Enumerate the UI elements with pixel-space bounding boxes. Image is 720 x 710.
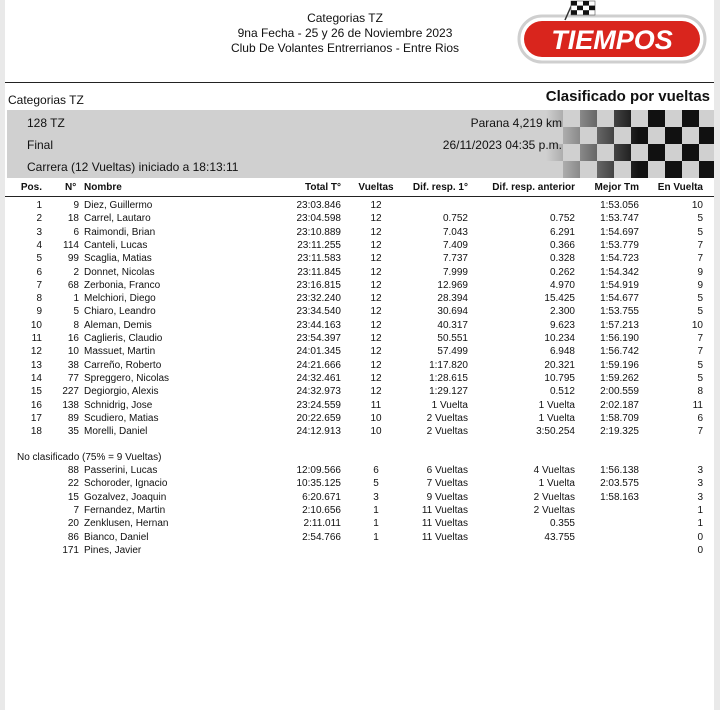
cell-gap-first: 7.409 [442, 239, 468, 251]
cell-name: Pines, Javier [84, 544, 142, 556]
cell-pos: 18 [30, 426, 42, 438]
cell-laps: 12 [370, 333, 382, 344]
cell-total: 23:10.889 [296, 226, 341, 238]
cell-laps: 12 [370, 386, 382, 398]
cell-best: 1:58.709 [600, 412, 639, 424]
cell-best: 1:56.742 [600, 346, 639, 358]
cell-best: 1:53.755 [600, 306, 639, 318]
cell-total: 23:11.583 [297, 253, 341, 265]
table-row [5, 425, 714, 438]
cell-best: 1:53.779 [600, 239, 639, 251]
cell-best-lap: 7 [697, 333, 703, 344]
col-header-gap-prev: Dif. resp. anterior [492, 182, 575, 193]
cell-laps: 12 [370, 346, 382, 358]
cell-num: 35 [67, 426, 79, 438]
cell-laps: 12 [370, 372, 382, 384]
cell-gap-first: 0.752 [442, 213, 468, 225]
cell-gap-prev: 4 Vueltas [533, 465, 575, 476]
cell-name: Schoroder, Ignacio [84, 478, 168, 490]
cell-num: 9 [73, 200, 79, 211]
cell-name: Canteli, Lucas [84, 239, 148, 251]
cell-best: 1:54.342 [600, 266, 639, 278]
col-header-num: N° [65, 182, 77, 193]
cell-best-lap: 8 [697, 386, 703, 398]
event-header [185, 11, 505, 56]
cell-gap-first: 40.317 [437, 319, 468, 331]
cell-pos: 4 [36, 239, 42, 251]
cell-num: 138 [62, 399, 79, 411]
session-stage: Final [27, 138, 54, 152]
table-row [5, 491, 714, 504]
cell-best-lap: 6 [697, 412, 703, 424]
session-box [7, 110, 714, 178]
col-header-best: Mejor Tm [594, 182, 639, 193]
event-category: Categorias TZ [307, 11, 383, 25]
cell-total: 24:01.345 [296, 346, 341, 358]
cell-gap-first: 50.551 [437, 333, 468, 344]
cell-name: Carreño, Roberto [84, 359, 162, 371]
cell-gap-prev: 10.234 [544, 333, 575, 344]
cell-total: 23:54.397 [296, 333, 341, 344]
cell-best-lap: 7 [697, 346, 703, 358]
cell-name: Fernandez, Martin [84, 504, 166, 516]
table-row [5, 279, 714, 292]
cell-laps: 12 [370, 253, 382, 265]
checkered-flag-icon [546, 110, 714, 178]
table-row [5, 477, 714, 490]
cell-gap-prev: 3:50.254 [536, 426, 575, 438]
table-row [5, 517, 714, 530]
cell-best-lap: 0 [697, 544, 703, 556]
event-date: 9na Fecha - 25 y 26 de Noviembre 2023 [237, 26, 453, 40]
cell-best: 1:54.723 [600, 253, 639, 265]
cell-best-lap: 3 [697, 491, 703, 503]
cell-pos: 12 [30, 346, 42, 358]
cell-pos: 1 [36, 200, 42, 211]
cell-name: Chiaro, Leandro [84, 306, 156, 318]
cell-best: 1:54.919 [600, 279, 639, 291]
cell-name: Zenklusen, Hernan [84, 518, 169, 530]
cell-gap-prev: 0.355 [549, 518, 575, 530]
table-header-divider [5, 196, 714, 197]
cell-name: Degiorgio, Alexis [84, 386, 159, 398]
cell-gap-first: 7.737 [442, 253, 468, 265]
cell-pos: 8 [36, 293, 42, 305]
cell-gap-prev: 2.300 [549, 306, 575, 318]
cell-total: 24:32.973 [296, 386, 341, 398]
cell-gap-first: 7.043 [442, 226, 468, 238]
cell-gap-first: 2 Vueltas [426, 412, 468, 424]
cell-best: 1:59.262 [600, 372, 639, 384]
session-race-info: Carrera (12 Vueltas) iniciado a 18:13:11 [27, 160, 239, 174]
cell-num: 10 [67, 346, 79, 358]
cell-gap-first: 6 Vueltas [426, 465, 468, 476]
category-label: Categorias TZ [8, 93, 84, 107]
col-header-gap-first: Dif. resp. 1° [412, 182, 468, 193]
table-row [5, 252, 714, 265]
table-row [5, 239, 714, 252]
cell-total: 6:20.671 [302, 491, 341, 503]
cell-gap-prev: 6.291 [549, 226, 575, 238]
cell-laps: 12 [370, 266, 382, 278]
cell-name: Scudiero, Matias [84, 412, 159, 424]
cell-gap-first: 1:29.127 [429, 386, 468, 398]
cell-total: 23:16.815 [296, 279, 341, 291]
cell-num: 88 [67, 465, 79, 476]
cell-num: 77 [67, 372, 79, 384]
cell-best-lap: 11 [692, 399, 703, 411]
cell-best: 1:54.697 [600, 226, 639, 238]
cell-gap-first: 1:17.820 [429, 359, 468, 371]
cell-name: Gozalvez, Joaquin [84, 491, 167, 503]
cell-best-lap: 5 [697, 226, 703, 238]
table-row [5, 226, 714, 239]
cell-gap-prev: 15.425 [544, 293, 575, 305]
cell-pos: 17 [30, 412, 42, 424]
table-row [5, 385, 714, 398]
cell-total: 23:03.846 [296, 200, 341, 211]
cell-total: 24:21.666 [296, 359, 341, 371]
cell-gap-first: 1 Vuelta [431, 399, 468, 411]
cell-gap-prev: 9.623 [549, 319, 575, 331]
cell-num: 22 [67, 478, 79, 490]
cell-total: 23:11.845 [297, 266, 341, 278]
cell-num: 38 [67, 359, 79, 371]
cell-gap-first: 2 Vueltas [426, 426, 468, 438]
cell-laps: 1 [373, 531, 379, 543]
cell-num: 15 [67, 491, 79, 503]
cell-laps: 6 [373, 465, 379, 476]
cell-best-lap: 0 [697, 531, 703, 543]
cell-best: 1:54.677 [600, 293, 639, 305]
cell-gap-prev: 2 Vueltas [533, 491, 575, 503]
cell-total: 20:22.659 [296, 412, 341, 424]
table-row [5, 412, 714, 425]
cell-pos: 15 [30, 386, 42, 398]
cell-gap-prev: 1 Vuelta [538, 412, 575, 424]
cell-best-lap: 1 [697, 518, 703, 530]
results-sheet [5, 0, 714, 710]
cell-gap-prev: 2 Vueltas [533, 504, 575, 516]
cell-num: 114 [63, 239, 79, 251]
cell-total: 2:54.766 [302, 531, 341, 543]
cell-total: 23:34.540 [296, 306, 341, 318]
cell-laps: 10 [370, 426, 382, 438]
cell-best: 2:02.187 [600, 399, 639, 411]
cell-num: 8 [73, 319, 79, 331]
header-divider [5, 82, 714, 83]
cell-best: 1:59.196 [600, 359, 639, 371]
cell-gap-first: 1:28.615 [429, 372, 468, 384]
table-row [5, 212, 714, 225]
cell-best-lap: 9 [697, 279, 703, 291]
cell-gap-prev: 20.321 [544, 359, 575, 371]
cell-best: 2:19.325 [600, 426, 639, 438]
cell-gap-first: 28.394 [437, 293, 468, 305]
cell-num: 7 [73, 504, 79, 516]
cell-best: 1:56.138 [600, 465, 639, 476]
event-organizer: Club De Volantes Entrerrianos - Entre Rios [230, 41, 460, 55]
cell-best-lap: 7 [697, 253, 703, 265]
cell-laps: 12 [370, 293, 382, 305]
cell-gap-first: 30.694 [437, 306, 468, 318]
cell-name: Schnidrig, Jose [84, 399, 153, 411]
cell-total: 23:44.163 [296, 319, 341, 331]
cell-gap-first: 12.969 [437, 279, 468, 291]
cell-name: Massuet, Martin [84, 346, 156, 358]
cell-total: 2:11.011 [303, 518, 341, 530]
cell-num: 16 [67, 333, 79, 344]
cell-gap-first: 9 Vueltas [426, 491, 468, 503]
cell-pos: 11 [31, 333, 42, 344]
cell-gap-prev: 0.752 [549, 213, 575, 225]
table-row [5, 399, 714, 412]
cell-gap-prev: 1 Vuelta [538, 478, 575, 490]
cell-best-lap: 5 [697, 359, 703, 371]
cell-name: Caglieris, Claudio [84, 333, 163, 344]
cell-laps: 1 [373, 504, 379, 516]
cell-best: 1:56.190 [600, 333, 639, 344]
cell-best: 2:03.575 [600, 478, 639, 490]
cell-gap-prev: 6.948 [549, 346, 575, 358]
cell-name: Zerbonia, Franco [84, 279, 161, 291]
cell-total: 12:09.566 [296, 465, 341, 476]
cell-total: 23:24.559 [296, 399, 341, 411]
logo-text: TIEMPOS [551, 25, 673, 55]
cell-name: Spreggero, Nicolas [84, 372, 170, 384]
tiempos-logo [513, 0, 713, 70]
cell-pos: 13 [30, 359, 42, 371]
cell-laps: 3 [373, 491, 379, 503]
table-row [5, 531, 714, 544]
cell-best-lap: 1 [697, 504, 703, 516]
cell-total: 23:04.598 [296, 213, 341, 225]
cell-gap-prev: 4.970 [549, 279, 575, 291]
session-datetime: 26/11/2023 04:35 p.m. [442, 138, 562, 152]
cell-best-lap: 7 [697, 426, 703, 438]
cell-best: 1:57.213 [600, 319, 639, 331]
cell-name: Raimondi, Brian [84, 226, 156, 238]
cell-laps: 1 [373, 518, 379, 530]
cell-best-lap: 10 [691, 319, 703, 331]
cell-name: Bianco, Daniel [84, 531, 149, 543]
session-class: 128 TZ [27, 116, 65, 130]
table-row [5, 504, 714, 517]
cell-num: 2 [73, 266, 79, 278]
cell-laps: 12 [370, 306, 382, 318]
cell-total: 24:32.461 [296, 372, 341, 384]
cell-name: Scaglia, Matias [84, 253, 152, 265]
cell-num: 20 [67, 518, 79, 530]
table-row [5, 266, 714, 279]
cell-pos: 6 [36, 266, 42, 278]
cell-gap-first: 57.499 [437, 346, 468, 358]
cell-pos: 2 [36, 213, 42, 225]
cell-gap-prev: 0.262 [549, 266, 575, 278]
cell-best-lap: 9 [697, 266, 703, 278]
cell-laps: 11 [370, 399, 382, 411]
cell-total: 24:12.913 [296, 426, 341, 438]
cell-best: 1:53.747 [600, 213, 639, 225]
cell-name: Carrel, Lautaro [84, 213, 151, 225]
cell-pos: 16 [30, 399, 42, 411]
cell-gap-prev: 0.366 [549, 239, 575, 251]
cell-gap-prev: 0.328 [549, 253, 575, 265]
table-row [5, 464, 714, 477]
cell-num: 1 [73, 293, 79, 305]
cell-gap-first: 11 Vueltas [421, 504, 468, 516]
cell-gap-first: 11 Vueltas [421, 531, 468, 543]
cell-pos: 9 [36, 306, 42, 318]
col-header-laps: Vueltas [358, 182, 394, 193]
cell-gap-prev: 1 Vuelta [538, 399, 575, 411]
cell-pos: 7 [36, 279, 42, 291]
cell-gap-prev: 0.512 [549, 386, 575, 398]
cell-laps: 10 [370, 412, 382, 424]
cell-laps: 12 [370, 279, 382, 291]
cell-gap-first: 11 Vueltas [421, 518, 468, 530]
cell-total: 10:35.125 [296, 478, 341, 490]
cell-best-lap: 5 [697, 293, 703, 305]
cell-name: Diez, Guillermo [84, 200, 153, 211]
cell-laps: 12 [370, 359, 382, 371]
cell-best: 2:00.559 [600, 386, 639, 398]
col-header-best-lap: En Vuelta [657, 182, 703, 193]
cell-best-lap: 3 [697, 478, 703, 490]
table-row [5, 199, 714, 212]
table-row [5, 319, 714, 332]
cell-total: 23:11.255 [297, 239, 341, 251]
col-header-total: Total T° [304, 182, 341, 193]
cell-num: 171 [62, 544, 79, 556]
table-row [5, 544, 714, 557]
cell-gap-prev: 43.755 [544, 531, 575, 543]
cell-total: 2:10.656 [302, 504, 341, 516]
cell-laps: 12 [370, 213, 382, 225]
cell-num: 68 [67, 279, 79, 291]
col-header-pos: Pos. [20, 182, 42, 193]
cell-num: 89 [67, 412, 79, 424]
cell-total: 23:32.240 [296, 293, 341, 305]
cell-laps: 12 [370, 226, 382, 238]
cell-gap-first: 7.999 [442, 266, 468, 278]
cell-best-lap: 5 [697, 372, 703, 384]
cell-name: Melchiori, Diego [84, 293, 156, 305]
table-row [5, 359, 714, 372]
cell-pos: 5 [36, 253, 42, 265]
cell-best-lap: 3 [697, 465, 703, 476]
cell-num: 18 [67, 213, 79, 225]
cell-laps: 5 [373, 478, 379, 490]
cell-num: 86 [67, 531, 79, 543]
cell-pos: 14 [30, 372, 42, 384]
cell-best: 1:53.056 [600, 200, 639, 211]
cell-pos: 3 [36, 226, 42, 238]
table-row [5, 305, 714, 318]
cell-name: Aleman, Demis [84, 319, 152, 331]
cell-best-lap: 10 [691, 200, 703, 211]
not-classified-title: No clasificado (75% = 9 Vueltas) [17, 452, 162, 463]
cell-best-lap: 7 [697, 239, 703, 251]
table-row [5, 332, 714, 345]
cell-num: 227 [62, 386, 79, 398]
cell-laps: 12 [370, 200, 382, 211]
cell-best-lap: 5 [697, 213, 703, 225]
cell-gap-prev: 10.795 [544, 372, 575, 384]
cell-name: Passerini, Lucas [84, 465, 158, 476]
cell-best: 1:58.163 [600, 491, 639, 503]
cell-laps: 12 [370, 239, 382, 251]
session-track: Parana 4,219 km [470, 116, 562, 130]
table-row [5, 292, 714, 305]
table-row [5, 345, 714, 358]
cell-pos: 10 [30, 319, 42, 331]
report-title: Clasificado por vueltas [545, 88, 710, 105]
cell-best-lap: 5 [697, 306, 703, 318]
cell-gap-first: 7 Vueltas [426, 478, 468, 490]
col-header-name: Nombre [84, 182, 122, 193]
cell-num: 6 [73, 226, 79, 238]
cell-name: Donnet, Nicolas [84, 266, 155, 278]
cell-num: 5 [73, 306, 79, 318]
cell-laps: 12 [370, 319, 382, 331]
cell-name: Morelli, Daniel [84, 426, 148, 438]
table-row [5, 372, 714, 385]
cell-num: 99 [67, 253, 79, 265]
